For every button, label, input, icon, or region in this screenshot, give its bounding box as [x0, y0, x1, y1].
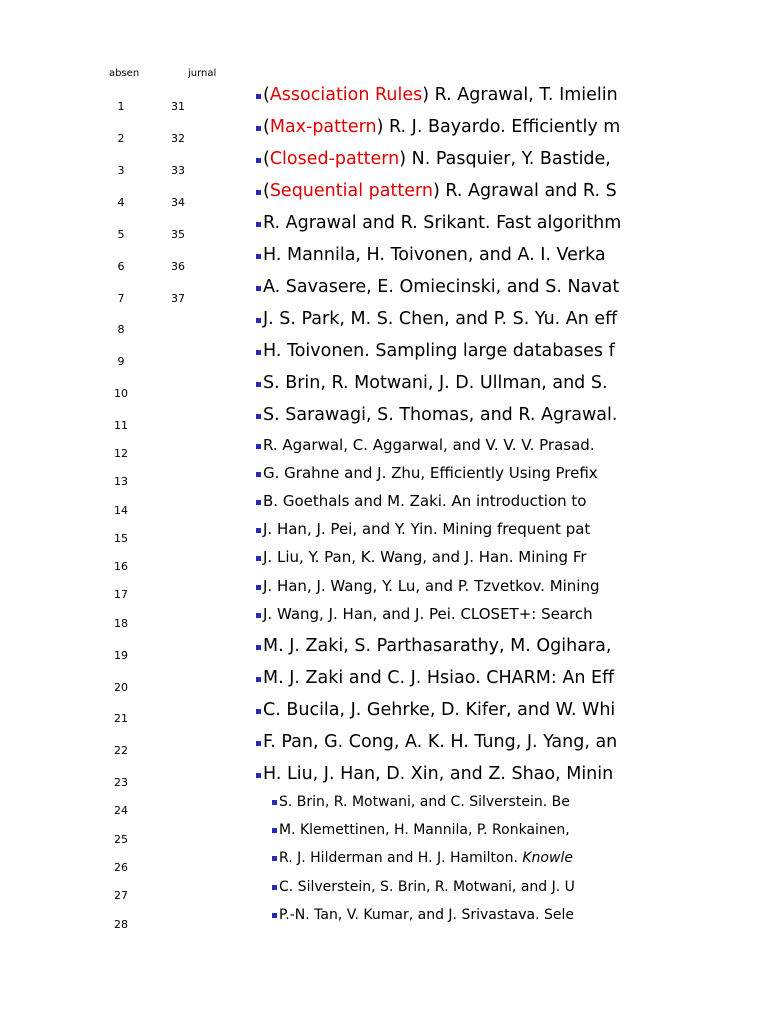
reference-paren: (	[263, 85, 270, 105]
reference-text: H. Mannila, H. Toivonen, and A. I. Verka	[263, 245, 606, 265]
reference-item	[256, 436, 675, 454]
reference-item	[256, 341, 675, 361]
bullet-icon	[256, 254, 261, 259]
absen-number: 19	[114, 649, 128, 662]
reference-text: C. Silverstein, S. Brin, R. Motwani, and J. U	[279, 879, 575, 895]
absen-number: 26	[114, 861, 128, 874]
absen-number: 27	[114, 889, 128, 902]
reference-item	[256, 605, 675, 623]
bullet-icon	[256, 556, 261, 561]
absen-number: 22	[114, 744, 128, 757]
absen-number: 13	[114, 475, 128, 488]
absen-number: 25	[114, 833, 128, 846]
absen-number: 8	[117, 323, 125, 336]
absen-number: 18	[114, 617, 128, 630]
absen-header: absen	[109, 68, 140, 79]
reference-text: ) N. Pasquier, Y. Bastide,	[399, 149, 611, 169]
absen-number: 14	[114, 504, 128, 517]
bullet-icon	[272, 800, 277, 805]
absen-number: 10	[114, 387, 128, 400]
reference-item	[256, 520, 675, 538]
reference-item	[272, 879, 675, 895]
reference-text: B. Goethals and M. Zaki. An introduction to	[263, 492, 587, 510]
absen-number: 28	[114, 918, 128, 931]
reference-text: M. J. Zaki and C. J. Hsiao. CHARM: An Eff	[263, 668, 615, 688]
absen-number: 3	[117, 164, 125, 177]
reference-item	[256, 732, 675, 752]
reference-text: A. Savasere, E. Omiecinski, and S. Navat	[263, 277, 620, 297]
bullet-icon	[256, 500, 261, 505]
reference-text: R. Agarwal, C. Aggarwal, and V. V. V. Prasad.	[263, 436, 595, 454]
absen-number: 21	[114, 712, 128, 725]
jurnal-number: 34	[171, 196, 185, 209]
bullet-icon	[256, 528, 261, 533]
reference-paren: (	[263, 181, 270, 201]
reference-text: J. Han, J. Wang, Y. Lu, and P. Tzvetkov. Mining	[263, 577, 600, 595]
reference-text: R. J. Hilderman and H. J. Hamilton.	[279, 850, 523, 866]
reference-item	[272, 822, 675, 838]
bullet-icon	[256, 222, 261, 227]
bullet-icon	[256, 126, 261, 131]
absen-number: 7	[117, 292, 125, 305]
bullet-icon	[272, 885, 277, 890]
jurnal-header: jurnal	[188, 68, 217, 79]
reference-text: J. Han, J. Pei, and Y. Yin. Mining frequent pat	[263, 520, 591, 538]
reference-text: J. S. Park, M. S. Chen, and P. S. Yu. An eff	[263, 309, 618, 329]
reference-topic: Closed-pattern	[269, 149, 400, 169]
bullet-icon	[272, 913, 277, 918]
reference-item	[256, 548, 675, 566]
reference-text: ) R. Agrawal, T. Imielin	[422, 85, 618, 105]
reference-text: F. Pan, G. Cong, A. K. H. Tung, J. Yang, an	[263, 732, 618, 752]
reference-text: ) R. J. Bayardo. Efficiently m	[376, 117, 621, 137]
bullet-icon	[256, 414, 261, 419]
absen-number: 11	[114, 419, 128, 432]
reference-text: C. Bucila, J. Gehrke, D. Kifer, and W. Whi	[263, 700, 616, 720]
reference-topic: Association Rules	[269, 85, 423, 105]
bullet-icon	[272, 856, 277, 861]
reference-text: M. J. Zaki, S. Parthasarathy, M. Ogihara,	[263, 636, 612, 656]
jurnal-number: 33	[171, 164, 185, 177]
absen-number: 9	[117, 355, 125, 368]
jurnal-number: 32	[171, 132, 185, 145]
reference-text: J. Liu, Y. Pan, K. Wang, and J. Han. Mining Fr	[263, 548, 587, 566]
reference-item	[256, 181, 675, 201]
reference-item	[272, 907, 675, 923]
reference-text: S. Brin, R. Motwani, J. D. Ullman, and S.	[263, 373, 608, 393]
absen-number: 15	[114, 532, 128, 545]
jurnal-number: 36	[171, 260, 185, 273]
reference-item	[256, 700, 675, 720]
reference-item	[256, 405, 675, 425]
bullet-icon	[256, 585, 261, 590]
reference-item	[256, 464, 675, 482]
reference-item	[256, 309, 675, 329]
reference-text: R. Agrawal and R. Srikant. Fast algorithm	[263, 213, 622, 233]
bullet-icon	[256, 709, 261, 714]
bullet-icon	[256, 94, 261, 99]
reference-item	[256, 213, 675, 233]
reference-text: ) R. Agrawal and R. S	[432, 181, 617, 201]
reference-item	[256, 373, 675, 393]
absen-number: 23	[114, 776, 128, 789]
absen-number: 6	[117, 260, 125, 273]
absen-number: 24	[114, 804, 128, 817]
absen-number: 16	[114, 560, 128, 573]
reference-italic-title: Knowle	[522, 850, 573, 866]
bullet-icon	[256, 158, 261, 163]
bullet-icon	[256, 444, 261, 449]
bullet-icon	[256, 350, 261, 355]
reference-item	[256, 149, 675, 169]
bullet-icon	[272, 828, 277, 833]
reference-text: M. Klemettinen, H. Mannila, P. Ronkainen,	[279, 822, 570, 838]
reference-paren: (	[263, 117, 270, 137]
reference-item	[256, 492, 675, 510]
reference-item	[256, 277, 675, 297]
reference-text: P.-N. Tan, V. Kumar, and J. Srivastava. Sele	[279, 907, 574, 923]
jurnal-number: 37	[171, 292, 185, 305]
bullet-icon	[256, 472, 261, 477]
reference-item	[256, 577, 675, 595]
reference-text: S. Sarawagi, S. Thomas, and R. Agrawal.	[263, 405, 618, 425]
bullet-icon	[256, 190, 261, 195]
absen-number: 2	[117, 132, 125, 145]
reference-item	[256, 245, 675, 265]
bullet-icon	[256, 318, 261, 323]
absen-number: 4	[117, 196, 125, 209]
bullet-icon	[256, 382, 261, 387]
reference-item	[256, 85, 675, 105]
reference-text: J. Wang, J. Han, and J. Pei. CLOSET+: Search	[263, 605, 593, 623]
bullet-icon	[256, 741, 261, 746]
absen-number: 12	[114, 447, 128, 460]
reference-text: S. Brin, R. Motwani, and C. Silverstein. Be	[279, 794, 570, 810]
reference-text: H. Toivonen. Sampling large databases f	[263, 341, 615, 361]
reference-item	[272, 794, 675, 810]
absen-number: 5	[117, 228, 125, 241]
bullet-icon	[256, 613, 261, 618]
reference-text: G. Grahne and J. Zhu, Efficiently Using Prefix	[263, 464, 598, 482]
bullet-icon	[256, 773, 261, 778]
bullet-icon	[256, 677, 261, 682]
reference-item	[256, 636, 675, 656]
bullet-icon	[256, 645, 261, 650]
reference-item	[256, 764, 675, 784]
reference-item	[256, 117, 675, 137]
absen-number: 17	[114, 588, 128, 601]
reference-text: H. Liu, J. Han, D. Xin, and Z. Shao, Minin	[263, 764, 614, 784]
reference-paren: (	[263, 149, 270, 169]
jurnal-number: 35	[171, 228, 185, 241]
bullet-icon	[256, 286, 261, 291]
reference-topic: Max-pattern	[269, 117, 377, 137]
reference-topic: Sequential pattern	[269, 181, 433, 201]
reference-item	[256, 668, 675, 688]
absen-number: 1	[117, 100, 125, 113]
jurnal-number: 31	[171, 100, 185, 113]
absen-number: 20	[114, 681, 128, 694]
reference-item	[272, 850, 675, 866]
